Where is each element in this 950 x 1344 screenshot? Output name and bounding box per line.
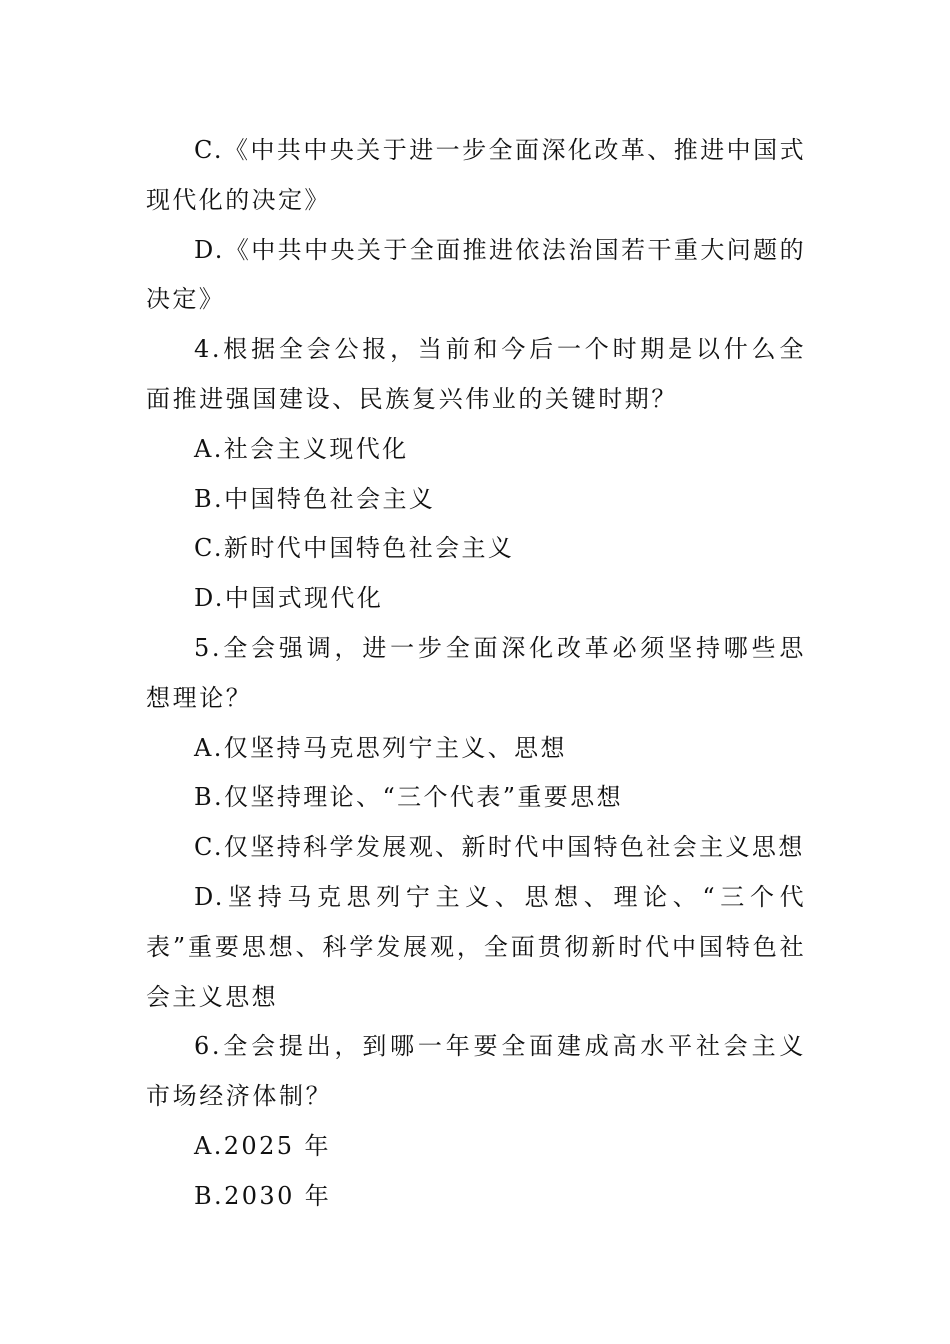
question-6: 6.全会提出，到哪一年要全面建成高水平社会主义市场经济体制？ <box>146 1032 806 1111</box>
option-3d: D.《中共中央关于全面推进依法治国若干重大问题的决定》 <box>146 235 806 314</box>
option-4d: D.中国式现代化 <box>194 584 384 613</box>
option-5b: B.仅坚持理论、“三个代表”重要思想 <box>194 783 624 812</box>
document-body <box>146 126 806 1222</box>
option-6a: A.2025 年 <box>194 1131 331 1160</box>
option-5c: C.仅坚持科学发展观、新时代中国特色社会主义思想 <box>194 833 805 862</box>
option-5a: A.仅坚持马克思列宁主义、思想 <box>194 733 567 762</box>
question-4: 4.根据全会公报，当前和今后一个时期是以什么全面推进强国建设、民族复兴伟业的关键时期？ <box>146 335 806 413</box>
option-4b: B.中国特色社会主义 <box>194 484 436 513</box>
option-3c: C.《中共中央关于进一步全面深化改革、推进中国式现代化的决定》 <box>146 136 806 214</box>
option-5d: D.坚持马克思列宁主义、思想、理论、“三个代表”重要思想、科学发展观，全面贯彻新时代中国特色社会主义思想 <box>146 882 806 1011</box>
option-4c: C.新时代中国特色社会主义 <box>194 534 515 563</box>
question-5: 5.全会强调，进一步全面深化改革必须坚持哪些思想理论？ <box>146 633 806 712</box>
option-6b: B.2030 年 <box>194 1181 332 1210</box>
option-4a: A.社会主义现代化 <box>194 434 409 463</box>
